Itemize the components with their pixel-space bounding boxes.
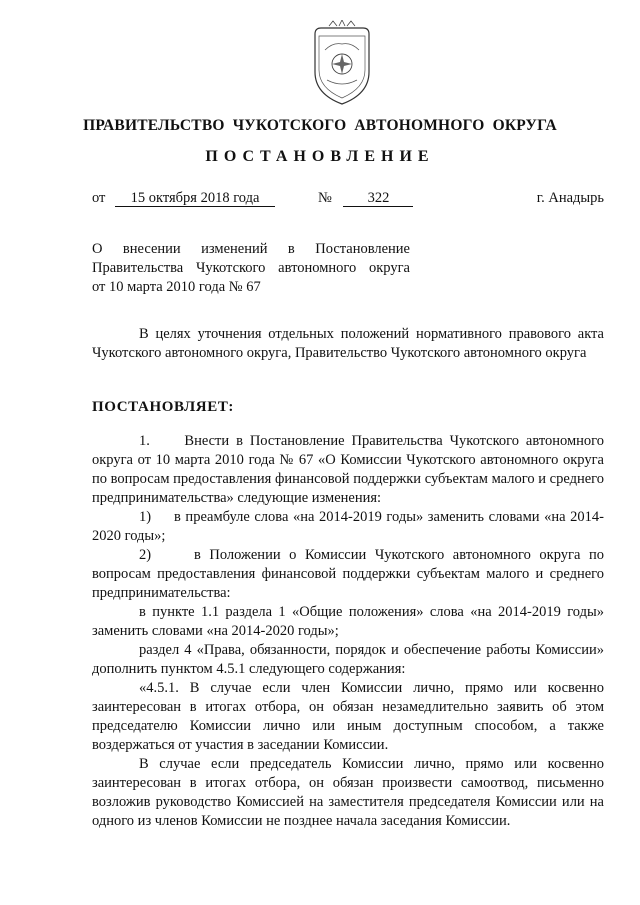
body-paragraph: раздел 4 «Права, обязанности, порядок и обеспечение работы Комиссии» дополнить пунктом 4.5.1 следующего содержания: [92,642,604,677]
document-type-heading: ПОСТАНОВЛЕНИЕ [205,148,435,165]
number-prefix: № [318,190,332,206]
date-value: 15 октября 2018 года [115,191,275,207]
resolves-heading: ПОСТАНОВЛЯЕТ: [92,399,235,415]
coat-of-arms-emblem [309,20,375,106]
preamble-paragraph: В целях уточнения отдельных положений нормативного правового акта Чукотского автономного округа, Правительство Чукотского автономного округа [92,326,604,361]
number-field [318,190,413,207]
body-paragraph: «4.5.1. В случае если член Комиссии лично, прямо или косвенно заинтересован в итогах отбора, он обязан незамедлительно заявить об этом председателю Комиссии лично или иным доступным способом, а также воздержаться от участия в заседании Комиссии. [92,680,604,753]
document-subject [92,240,410,297]
body-paragraph: в пункте 1.1 раздела 1 «Общие положения» слова «на 2014-2019 годы» заменить словами «на 2014-2020 годы»; [92,604,604,639]
preamble-block [92,325,604,363]
subject-line: О внесении изменений в Постановление [92,241,410,257]
decree-body [92,432,604,831]
document-meta-line [92,190,604,210]
date-prefix: от [92,190,106,206]
body-paragraph: 2) в Положении о Комиссии Чукотского автономного округа по вопросам предоставления финансовой поддержки субъектам малого и среднего предпринимательства: [92,547,604,601]
body-paragraph: 1) в преамбуле слова «на 2014-2019 годы» заменить словами «на 2014-2020 годы»; [92,509,604,544]
city-label: г. Анадырь [536,190,604,206]
subject-line: от 10 марта 2010 года № 67 [92,279,261,295]
government-title: ПРАВИТЕЛЬСТВО ЧУКОТСКОГО АВТОНОМНОГО ОКРУГА [83,117,557,134]
subject-line: Правительства Чукотского автономного округа [92,260,410,276]
body-paragraph: В случае если председатель Комиссии лично, прямо или косвенно заинтересован в итогах отбора, он обязан произвести самоотвод, письменно возложив руководство Комиссией на заместителя председателя Комиссии или на одного из членов Комиссии не позднее начала заседания Комиссии. [92,756,604,829]
date-field [92,190,275,207]
number-value: 322 [343,191,413,207]
body-paragraph: 1. Внести в Постановление Правительства Чукотского автономного округа от 10 марта 2010 года № 67 «О Комиссии Чукотского автономного округа по вопросам предоставления финансовой поддержки субъектам малого и среднего предпринимательства» следующие изменения: [92,433,604,506]
